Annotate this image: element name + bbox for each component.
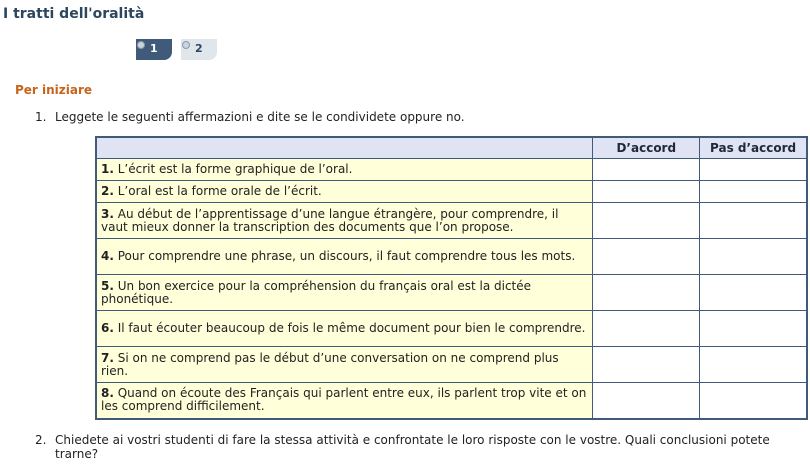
header-agree: D’accord bbox=[593, 137, 700, 159]
question-2 bbox=[35, 433, 807, 461]
statement-cell bbox=[96, 181, 593, 203]
page-tab-2[interactable] bbox=[181, 39, 217, 60]
page-tab-label: 1 bbox=[150, 42, 158, 55]
statement-text: Quand on écoute des Français qui parlent entre eux, ils parlent trop vite et on les comprend difficilement. bbox=[101, 386, 587, 414]
statement-cell bbox=[96, 347, 593, 383]
table-row bbox=[96, 181, 807, 203]
statement-cell bbox=[96, 311, 593, 347]
statement-number: 6. bbox=[101, 321, 114, 335]
header-disagree: Pas d’accord bbox=[700, 137, 807, 159]
page-tab-1[interactable] bbox=[136, 39, 172, 60]
disagree-cell[interactable] bbox=[700, 239, 807, 275]
statement-text: Pour comprendre une phrase, un discours, il faut comprendre tous les mots. bbox=[113, 249, 576, 263]
disagree-cell[interactable] bbox=[700, 383, 807, 419]
statement-cell bbox=[96, 383, 593, 419]
table-row bbox=[96, 275, 807, 311]
bullet-icon bbox=[182, 41, 190, 49]
header-blank bbox=[96, 137, 593, 159]
statement-text: Il faut écouter beaucoup de fois le même document pour bien le comprendre. bbox=[113, 321, 586, 335]
disagree-cell[interactable] bbox=[700, 275, 807, 311]
agree-cell[interactable] bbox=[593, 159, 700, 181]
statement-number: 4. bbox=[101, 249, 114, 263]
agree-cell[interactable] bbox=[593, 311, 700, 347]
statement-number: 8. bbox=[101, 386, 114, 401]
disagree-cell[interactable] bbox=[700, 203, 807, 239]
disagree-cell[interactable] bbox=[700, 181, 807, 203]
page-tab-label: 2 bbox=[195, 42, 203, 55]
agree-cell[interactable] bbox=[593, 239, 700, 275]
statement-number: 2. bbox=[101, 184, 114, 198]
table-row bbox=[96, 311, 807, 347]
page-title: I tratti dell'oralità bbox=[3, 6, 145, 22]
statement-cell bbox=[96, 275, 593, 311]
disagree-cell[interactable] bbox=[700, 347, 807, 383]
table-row bbox=[96, 159, 807, 181]
agree-cell[interactable] bbox=[593, 203, 700, 239]
statement-text: Si on ne comprend pas le début d’une conversation on ne comprend plus rien. bbox=[101, 350, 559, 378]
statement-text: L’oral est la forme orale de l’écrit. bbox=[113, 184, 322, 198]
statement-cell bbox=[96, 159, 593, 181]
agree-cell[interactable] bbox=[593, 347, 700, 383]
question-number: 2. bbox=[35, 433, 47, 447]
statement-number: 1. bbox=[101, 162, 114, 176]
table-header-row bbox=[96, 137, 807, 159]
disagree-cell[interactable] bbox=[700, 159, 807, 181]
bullet-icon bbox=[137, 41, 145, 49]
agree-cell[interactable] bbox=[593, 275, 700, 311]
statement-number: 5. bbox=[101, 278, 114, 293]
table-row bbox=[96, 383, 807, 419]
table-row bbox=[96, 203, 807, 239]
statement-text: Au début de l’apprentissage d’une langue étrangère, pour comprendre, il vaut mieux donner la transcription des documents que l’on propose. bbox=[101, 206, 559, 234]
statements-table bbox=[95, 136, 808, 420]
question-1 bbox=[35, 110, 465, 124]
section-title: Per iniziare bbox=[15, 83, 93, 97]
question-text: Leggete le seguenti affermazioni e dite se le condividete oppure no. bbox=[55, 110, 465, 124]
statement-cell bbox=[96, 203, 593, 239]
disagree-cell[interactable] bbox=[700, 311, 807, 347]
statement-text: L’écrit est la forme graphique de l’oral. bbox=[113, 162, 353, 176]
statement-number: 3. bbox=[101, 206, 114, 221]
statement-text: Un bon exercice pour la compréhension du français oral est la dictée phonétique. bbox=[101, 278, 532, 306]
statement-number: 7. bbox=[101, 350, 114, 365]
question-text: Chiedete ai vostri studenti di fare la stessa attività e confrontate le loro risposte con le vostre. Quali conclusioni potete trarne? bbox=[55, 433, 770, 461]
agree-cell[interactable] bbox=[593, 383, 700, 419]
table-row bbox=[96, 347, 807, 383]
statement-cell bbox=[96, 239, 593, 275]
table-row bbox=[96, 239, 807, 275]
agree-cell[interactable] bbox=[593, 181, 700, 203]
question-number: 1. bbox=[35, 110, 47, 124]
